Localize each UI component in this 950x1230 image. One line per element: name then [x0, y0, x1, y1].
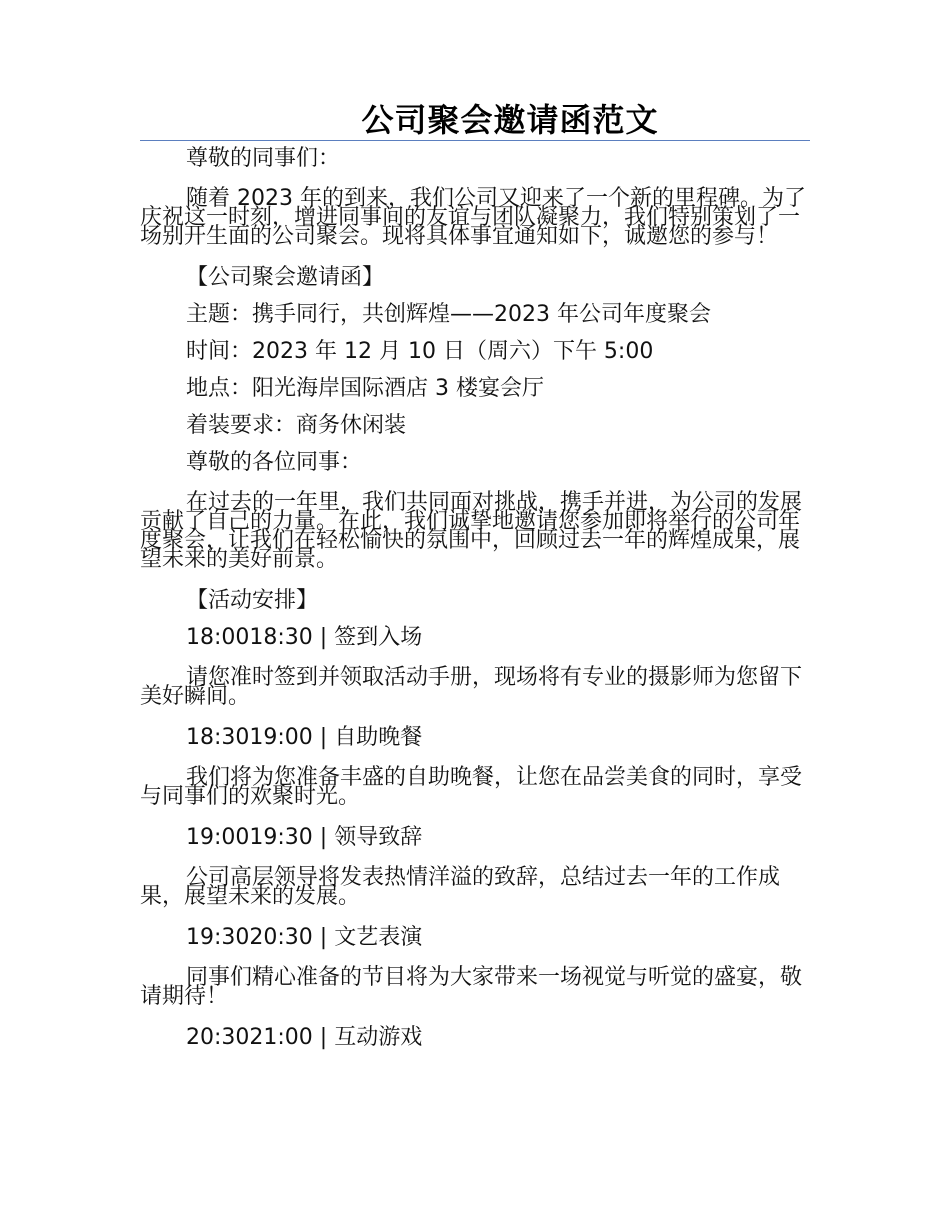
- dress-code-line: 着装要求：商务休闲装: [186, 413, 407, 438]
- schedule-desc-performance: 同事们精心准备的节目将为大家带来一场视觉与听觉的盛宴，敬请期待！: [140, 965, 803, 1009]
- schedule-desc-speech: 公司高层领导将发表热情洋溢的致辞，总结过去一年的工作成果，展望未来的发展。: [140, 865, 781, 909]
- schedule-item-checkin: 18:0018:30 | 签到入场: [186, 625, 423, 650]
- document-page: [140, 100, 810, 1061]
- schedule-item-speech: 19:0019:30 | 领导致辞: [186, 825, 423, 850]
- invitation-heading: 【公司聚会邀请函】: [186, 265, 385, 290]
- invitation-paragraph: 在过去的一年里，我们共同面对挑战，携手并进，为公司的发展贡献了自己的力量。在此，我们诚挚地邀请您参加即将举行的公司年度聚会，让我们在轻松愉快的氛围中，回顾过去一年的辉煌成果，展望未来的美好前景。: [140, 490, 803, 572]
- intro-paragraph: 随着 2023 年的到来，我们公司又迎来了一个新的里程碑。为了庆祝这一时刻，增进同事间的友谊与团队凝聚力，我们特别策划了一场别开生面的公司聚会。现将具体事宜通知如下，诚邀您的参与！: [140, 186, 806, 249]
- title-underline: [140, 140, 810, 141]
- schedule-item-dinner: 18:3019:00 | 自助晚餐: [186, 725, 423, 750]
- location-line: 地点：阳光海岸国际酒店 3 楼宴会厅: [186, 376, 544, 401]
- second-greeting: 尊敬的各位同事：: [186, 450, 363, 475]
- document-title: 公司聚会邀请函范文: [361, 101, 659, 139]
- time-line: 时间：2023 年 12 月 10 日（周六）下午 5:00: [186, 339, 654, 364]
- theme-line: 主题：携手同行，共创辉煌——2023 年公司年度聚会: [186, 302, 711, 327]
- schedule-item-performance: 19:3020:30 | 文艺表演: [186, 925, 423, 950]
- schedule-heading: 【活动安排】: [186, 588, 319, 613]
- schedule-desc-dinner: 我们将为您准备丰盛的自助晚餐，让您在品尝美食的同时，享受与同事们的欢聚时光。: [140, 765, 803, 809]
- schedule-desc-checkin: 请您准时签到并领取活动手册，现场将有专业的摄影师为您留下美好瞬间。: [140, 665, 803, 709]
- schedule-item-games: 20:3021:00 | 互动游戏: [186, 1025, 423, 1050]
- greeting: 尊敬的同事们：: [186, 146, 341, 171]
